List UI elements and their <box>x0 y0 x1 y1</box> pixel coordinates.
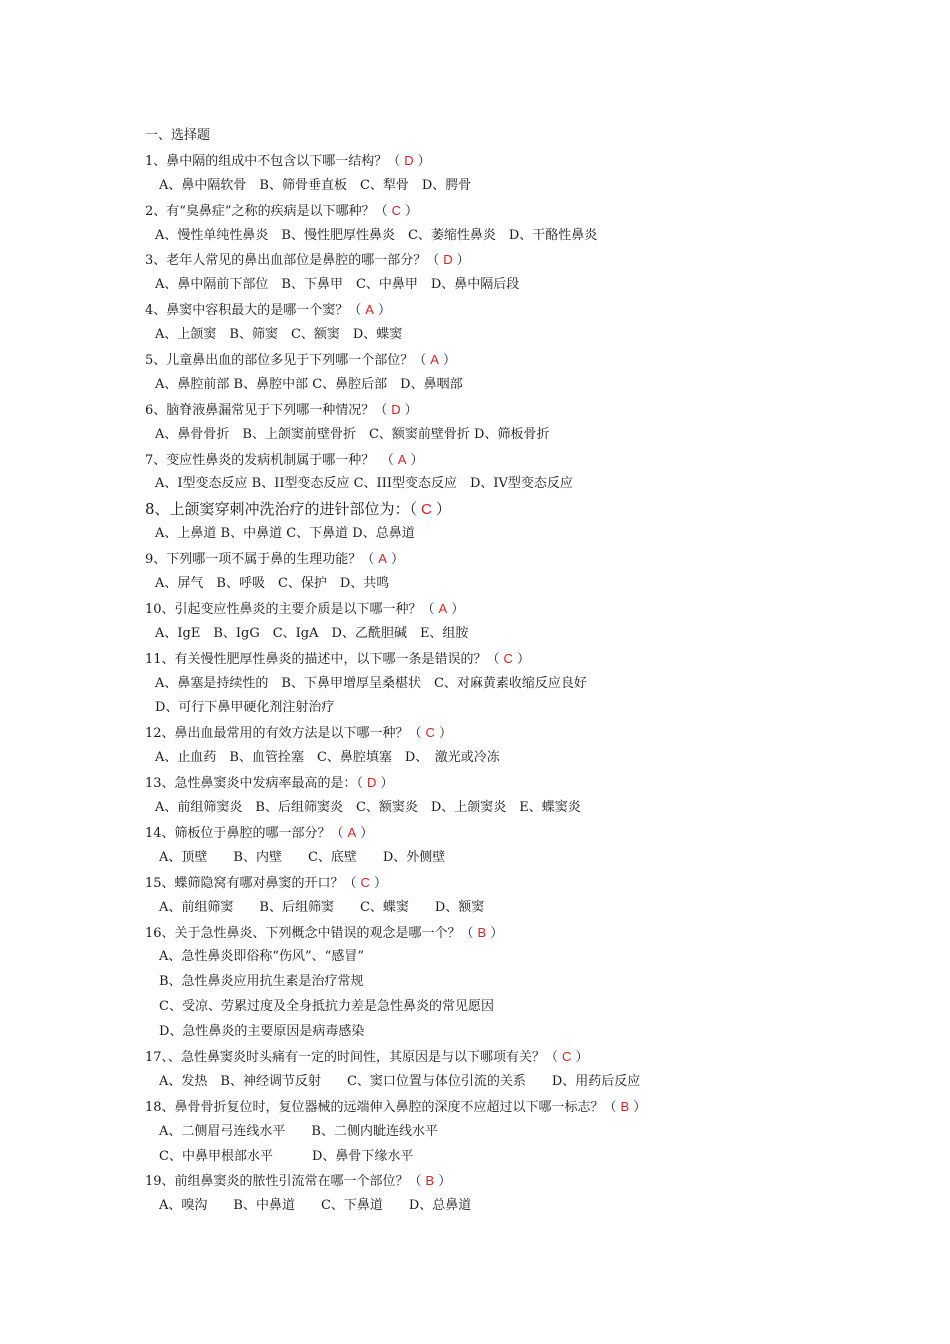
question-stem: 15、蝶筛隐窝有哪对鼻窦的开口？（ <box>145 875 357 891</box>
question-list <box>145 124 865 1219</box>
answer-options: A、前组筛窦炎 B、后组筛窦炎 C、额窦炎 D、上颌窦炎 E、蝶窦炎 <box>155 800 581 816</box>
closing-paren: ） <box>380 776 394 792</box>
answer-key: A <box>365 302 374 318</box>
question-text <box>145 1169 865 1194</box>
question-stem: 18、鼻骨骨折复位时，复位器械的远端伸入鼻腔的深度不应超过以下哪一标志？（ <box>145 1099 617 1115</box>
answer-options: A、IgE B、IgG C、IgA D、乙酰胆碱 E、组胺 <box>155 625 469 641</box>
question-text <box>145 248 865 273</box>
closing-paren: ） <box>417 153 431 169</box>
question-stem: 19、前组鼻窦炎的脓性引流常在哪一个部位？（ <box>145 1174 422 1190</box>
answer-key: A <box>378 551 387 567</box>
closing-paren: ） <box>410 452 424 468</box>
answer-key: A <box>347 824 357 840</box>
question-stem: 1、鼻中隔的组成中不包含以下哪一结构？（ <box>145 153 401 169</box>
closing-paren: ） <box>390 552 404 568</box>
answer-options: C、受凉、劳累过度及全身抵抗力差是急性鼻炎的常见愿因 <box>159 999 494 1015</box>
closing-paren: ） <box>633 1099 647 1115</box>
answer-options: A、屏气 B、呼吸 C、保护 D、共鸣 <box>155 576 390 592</box>
question-text <box>145 647 865 672</box>
closing-paren: ） <box>360 825 374 841</box>
answer-key: C <box>503 650 513 666</box>
answer-key: C <box>562 1048 572 1064</box>
answer-key: B <box>425 1173 435 1189</box>
answer-options: D、急性鼻炎的主要原因是病毒感染 <box>159 1024 365 1040</box>
answer-key: D <box>367 775 377 791</box>
closing-paren: ） <box>516 651 530 667</box>
question-stem: 9、下列哪一项不属于鼻的生理功能？（ <box>145 552 375 568</box>
answer-options: A、二侧眉弓连线水平 B、二侧内眦连线水平 <box>159 1123 438 1139</box>
answer-options: A、鼻中隔前下部位 B、下鼻甲 C、中鼻甲 D、鼻中隔后段 <box>155 277 520 293</box>
answer-options: A、前组筛窦 B、后组筛窦 C、蝶窦 D、额窦 <box>159 899 485 915</box>
question-text <box>145 597 865 622</box>
question-stem: 16、关于急性鼻炎、下列概念中错误的观念是哪一个？（ <box>145 925 474 941</box>
question-stem: 12、鼻出血最常用的有效方法是以下哪一种？（ <box>145 726 422 742</box>
answer-key: C <box>391 202 401 218</box>
answer-options: C、中鼻甲根部水平 D、鼻骨下缘水平 <box>159 1148 414 1164</box>
question-text <box>145 771 865 796</box>
question-text <box>145 497 865 522</box>
question-text <box>145 1095 865 1120</box>
answer-key: A <box>438 600 448 616</box>
answer-options: A、上鼻道 B、中鼻道 C、下鼻道 D、总鼻道 <box>155 526 415 542</box>
question-text <box>145 298 865 323</box>
question-stem: 11、有关慢性肥厚性鼻炎的描述中，以下哪一条是错误的？（ <box>145 651 500 667</box>
question-stem: 3、老年人常见的鼻出血部位是鼻腔的哪一部分？（ <box>145 253 440 269</box>
answer-key: C <box>425 725 435 741</box>
question-stem: 17、、急性鼻窦炎时头痛有一定的时间性，其原因是与以下哪项有关？（ <box>145 1049 559 1065</box>
question-stem: 8、上颌窦穿刺冲洗治疗的进针部位为：（ <box>145 500 418 519</box>
closing-paren: ） <box>456 253 470 269</box>
question-text <box>145 721 865 746</box>
answer-key: A <box>397 451 407 467</box>
closing-paren: ） <box>373 875 387 891</box>
answer-options: A、急性鼻炎即俗称“伤风”、“感冒” <box>159 949 364 965</box>
question-text <box>145 1045 865 1070</box>
closing-paren: ） <box>438 1174 452 1190</box>
answer-options: A、鼻腔前部 B、鼻腔中部 C、鼻腔后部 D、鼻咽部 <box>155 376 463 392</box>
answer-key: D <box>391 401 401 417</box>
question-text <box>145 547 865 572</box>
question-stem: 7、变应性鼻炎的发病机制属于哪一种？ （ <box>145 452 394 468</box>
answer-options: A、I型变态反应 B、II型变态反应 C、III型变态反应 D、IV型变态反应 <box>155 476 573 492</box>
answer-key: A <box>430 352 439 368</box>
answer-options: A、慢性单纯性鼻炎 B、慢性肥厚性鼻炎 C、萎缩性鼻炎 D、干酪性鼻炎 <box>155 227 598 243</box>
answer-options: A、鼻塞是持续性的 B、下鼻甲增厚呈桑椹状 C、对麻黄素收缩反应良好 <box>155 675 587 691</box>
answer-key: C <box>421 501 432 519</box>
answer-options: A、鼻中隔软骨 B、筛骨垂直板 C、犁骨 D、腭骨 <box>159 177 472 193</box>
answer-options: A、发热 B、神经调节反射 C、窦口位置与体位引流的关系 D、用药后反应 <box>159 1073 641 1089</box>
closing-paren: ） <box>451 601 465 617</box>
answer-key: B <box>620 1098 630 1114</box>
section-title: 一、选择题 <box>145 128 211 143</box>
answer-options: D、可行下鼻甲硬化剂注射治疗 <box>155 700 335 716</box>
question-stem: 6、脑脊液鼻漏常见于下列哪一种情况？（ <box>145 402 388 418</box>
closing-paren: ） <box>377 303 391 319</box>
closing-paren: ） <box>575 1049 589 1065</box>
answer-key: B <box>477 924 487 940</box>
answer-options: A、止血药 B、血管拴塞 C、鼻腔填塞 D、 激光或冷冻 <box>155 750 500 766</box>
question-stem: 13、急性鼻窦炎中发病率最高的是：（ <box>145 776 364 792</box>
question-text <box>145 149 865 174</box>
answer-key: C <box>360 874 370 890</box>
answer-options: A、嗅沟 B、中鼻道 C、下鼻道 D、总鼻道 <box>159 1198 472 1214</box>
closing-paren: ） <box>490 925 504 941</box>
question-text <box>145 821 865 846</box>
closing-paren: ） <box>404 203 418 219</box>
question-text <box>145 448 865 473</box>
question-text <box>145 348 865 373</box>
question-stem: 2、有“臭鼻症”之称的疾病是以下哪种？（ <box>145 203 388 219</box>
question-stem: 4、鼻窦中容积最大的是哪一个窦？（ <box>145 303 362 319</box>
question-text <box>145 921 865 946</box>
question-text <box>145 398 865 423</box>
answer-options: A、鼻骨骨折 B、上颌窦前壁骨折 C、额窦前壁骨折 D、筛板骨折 <box>155 426 550 442</box>
answer-key: D <box>404 152 414 168</box>
answer-options: B、急性鼻炎应用抗生素是治疗常规 <box>159 974 364 990</box>
question-stem: 5、儿童鼻出血的部位多见于下列哪一个部位？（ <box>145 353 427 369</box>
answer-options: A、顶壁 B、内壁 C、底壁 D、外侧壁 <box>159 849 446 865</box>
closing-paren: ） <box>438 726 452 742</box>
closing-paren: ） <box>404 402 418 418</box>
question-stem: 14、筛板位于鼻腔的哪一部分？（ <box>145 825 344 841</box>
question-stem: 10、引起变应性鼻炎的主要介质是以下哪一种？（ <box>145 601 435 617</box>
closing-paren: ） <box>442 353 456 369</box>
answer-options: A、上颌窦 B、筛窦 C、额窦 D、蝶窦 <box>155 327 403 343</box>
closing-paren: ） <box>435 500 451 519</box>
question-text <box>145 199 865 224</box>
answer-key: D <box>443 252 453 268</box>
question-text <box>145 871 865 896</box>
